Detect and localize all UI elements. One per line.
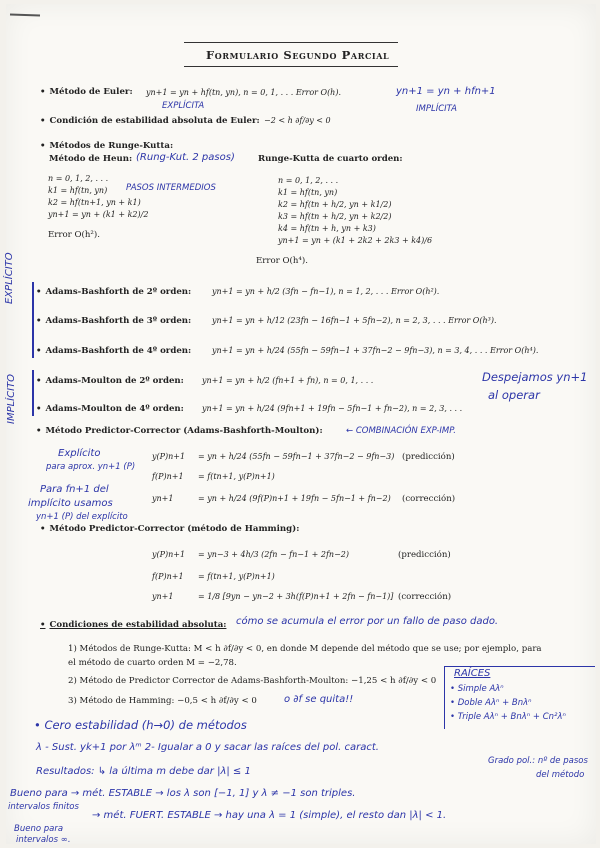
ab3-formula: yn+1 = yn + h/12 (23fn − 16fn−1 + 5fn−2), n = 2, 3, . . . Error O(h³). [212,316,497,325]
heun-note2: PASOS INTERMEDIOS [126,183,216,193]
heun-line-0: n = 0, 1, 2, . . . [48,174,109,183]
ab4-formula: yn+1 = yn + h/24 (55fn − 59fn−1 + 37fn−2 − 9fn−3), n = 3, 4, . . . Error O(h⁴). [212,346,539,355]
euler-label: • Método de Euler: [40,87,133,97]
bottom-note-0: • Cero estabilidad (h→0) de métodos [34,718,247,732]
page-title: Formulario Segundo Parcial [206,48,390,62]
pc-ab-hw4: implícito usamos [28,498,113,509]
rk4-line-4: k4 = hf(tn + h, yn + k3) [278,224,376,233]
implicito-bracket [32,370,34,416]
pc-ham-rhs-0: = yn−3 + 4h/3 (2fn − fn−1 + 2fn−2) [198,550,349,559]
pc-ab-hw1: Explícito [58,448,101,459]
pc-ab-lhs-2: yn+1 [152,494,174,503]
raices-item-1: • Doble Aλⁿ + Bnλⁿ [450,698,532,708]
pc-ab-lhs-0: y(P)n+1 [152,452,186,461]
pc-ham-label: • Método Predictor-Corrector (método de Hamming): [40,524,299,534]
stab-item-0: 1) Métodos de Runge-Kutta: M < h ∂f/∂y < 0, en donde M depende del método que se use; por ejemplo, para [68,644,542,654]
bottom-note-3: Bueno para → mét. ESTABLE → los λ son [−1, 1] y λ ≠ −1 son triples. [10,788,356,799]
rk4-line-1: k1 = hf(tn, yn) [278,188,338,197]
pc-ab-note: ← COMBINACIÓN EXP-IMP. [346,426,456,436]
stab-item-3: 3) Método de Hamming: −0,5 < h ∂f/∂y < 0 [68,696,257,706]
pc-ab-label: • Método Predictor-Corrector (Adams-Bashforth-Moulton): [36,426,323,436]
am2-formula: yn+1 = yn + h/2 (fn+1 + fn), n = 0, 1, . . . [202,376,374,385]
ab3-label: • Adams-Bashforth de 3º orden: [36,316,191,326]
pc-ab-rhs-2: = yn + h/24 (9f(P)n+1 + 19fn − 5fn−1 + fn−2) [198,494,391,503]
heun-label: Método de Heun: [49,154,133,164]
bottom-note-2: Resultados: ↳ la última m debe dar |λ| ≤ 1 [36,766,251,777]
euler-stab-label: • Condición de estabilidad absoluta de Euler: [40,116,260,126]
pc-ham-tag-2: (corrección) [398,592,452,602]
rk4-line-3: k3 = hf(tn + h/2, yn + k2/2) [278,212,392,221]
title-rule-bottom [184,66,398,67]
pc-ham-rhs-2: = 1/8 [9yn − yn−2 + 3h(f(P)n+1 + 2fn − fn−1)] [198,592,394,601]
stab-item-2: 2) Método de Predictor Corrector de Adams-Bashforth-Moulton: −1,25 < h ∂f/∂y < 0 [68,676,437,686]
bottom-note-7: intervalos ∞. [16,835,71,845]
pc-ab-hw2: para aprox. yn+1 (P) [46,462,136,472]
euler-stab-formula: −2 < h ∂f/∂y < 0 [264,116,331,125]
rk4-line-2: k2 = hf(tn + h/2, yn + k1/2) [278,200,392,209]
raices-item-2: • Triple Aλⁿ + Bnλⁿ + Cn²λⁿ [450,712,566,722]
rk4-line-0: n = 0, 1, 2, . . . [278,176,339,185]
stab-hw-note: cómo se acumula el error por un fallo de paso dado. [236,616,499,627]
explicito-bracket [32,282,34,358]
document-page [6,4,596,844]
pc-ham-lhs-1: f(P)n+1 [152,572,184,581]
bottom-note-1: λ - Sust. yk+1 por λᵐ 2- Igualar a 0 y sacar las raíces del pol. caract. [36,742,379,753]
am4-formula: yn+1 = yn + h/24 (9fn+1 + 19fn − 5fn−1 + fn−2), n = 2, 3, . . . [202,404,463,413]
pc-ham-lhs-0: y(P)n+1 [152,550,186,559]
rk4-label: Runge-Kutta de cuarto orden: [258,154,403,164]
pc-ab-lhs-1: f(P)n+1 [152,472,184,481]
euler-implicit-formula: yn+1 = yn + hfn+1 [396,86,496,97]
ab4-label: • Adams-Bashforth de 4º orden: [36,346,191,356]
pc-ham-tag-0: (predicción) [398,550,451,560]
euler-note: EXPLÍCITA [162,101,205,111]
explicito-note: EXPLÍCITO [4,252,15,304]
al-operar-note: al operar [488,388,540,402]
pc-ab-hw5: yn+1 (P) del explícito [36,512,128,522]
pc-ab-tag-0: (predicción) [402,452,455,462]
grado-note-0: Grado pol.: nº de pasos [488,756,588,766]
am2-label: • Adams-Moulton de 2º orden: [36,376,184,386]
rk-label: • Métodos de Runge-Kutta: [40,141,173,151]
bottom-note-4: intervalos finitos [8,802,79,812]
pc-ab-rhs-1: = f(tn+1, y(P)n+1) [198,472,275,481]
heun-line-1: k1 = hf(tn, yn) [48,186,108,195]
title-rule-top [184,42,398,43]
bottom-note-6: Bueno para [14,824,64,834]
heun-line-3: yn+1 = yn + (k1 + k2)/2 [48,210,149,219]
bottom-note-5: → mét. FUERT. ESTABLE → hay una λ = 1 (simple), el resto dan |λ| < 1. [92,810,447,821]
heun-line-2: k2 = hf(tn+1, yn + k1) [48,198,141,207]
implicito-note: IMPLÍCITO [6,373,17,424]
pc-ab-rhs-0: = yn + h/24 (55fn − 59fn−1 + 37fn−2 − 9fn−3) [198,452,395,461]
rk4-line-5: yn+1 = yn + (k1 + 2k2 + 2k3 + k4)/6 [278,236,433,245]
pen-mark [10,13,40,16]
pc-ab-tag-2: (corrección) [402,494,456,504]
heun-note: (Rung-Kut. 2 pasos) [136,152,235,163]
grado-note-1: del método [536,770,585,780]
heun-error: Error O(h²). [48,230,100,240]
pc-ham-rhs-1: = f(tn+1, y(P)n+1) [198,572,275,581]
rk4-error: Error O(h⁴). [256,256,308,266]
stab-item-1: el método de cuarto orden M = −2,78. [68,658,237,668]
ab2-label: • Adams-Bashforth de 2º orden: [36,287,191,297]
raices-title: RAÍCES [454,668,491,679]
euler-implicit-note: IMPLÍCITA [416,104,457,114]
raices-item-0: • Simple Aλⁿ [450,684,504,694]
pc-ham-lhs-2: yn+1 [152,592,174,601]
despejamos-note: Despejamos yn+1 [482,370,588,384]
ab2-formula: yn+1 = yn + h/2 (3fn − fn−1), n = 1, 2, . . . Error O(h²). [212,287,440,296]
am4-label: • Adams-Moulton de 4º orden: [36,404,184,414]
stab-quita: o ∂f se quita!! [284,694,354,705]
pc-ab-hw3: Para fn+1 del [40,484,109,495]
stab-label: • Condiciones de estabilidad absoluta: [40,620,226,630]
euler-formula: yn+1 = yn + hf(tn, yn), n = 0, 1, . . . Error O(h). [146,88,341,97]
